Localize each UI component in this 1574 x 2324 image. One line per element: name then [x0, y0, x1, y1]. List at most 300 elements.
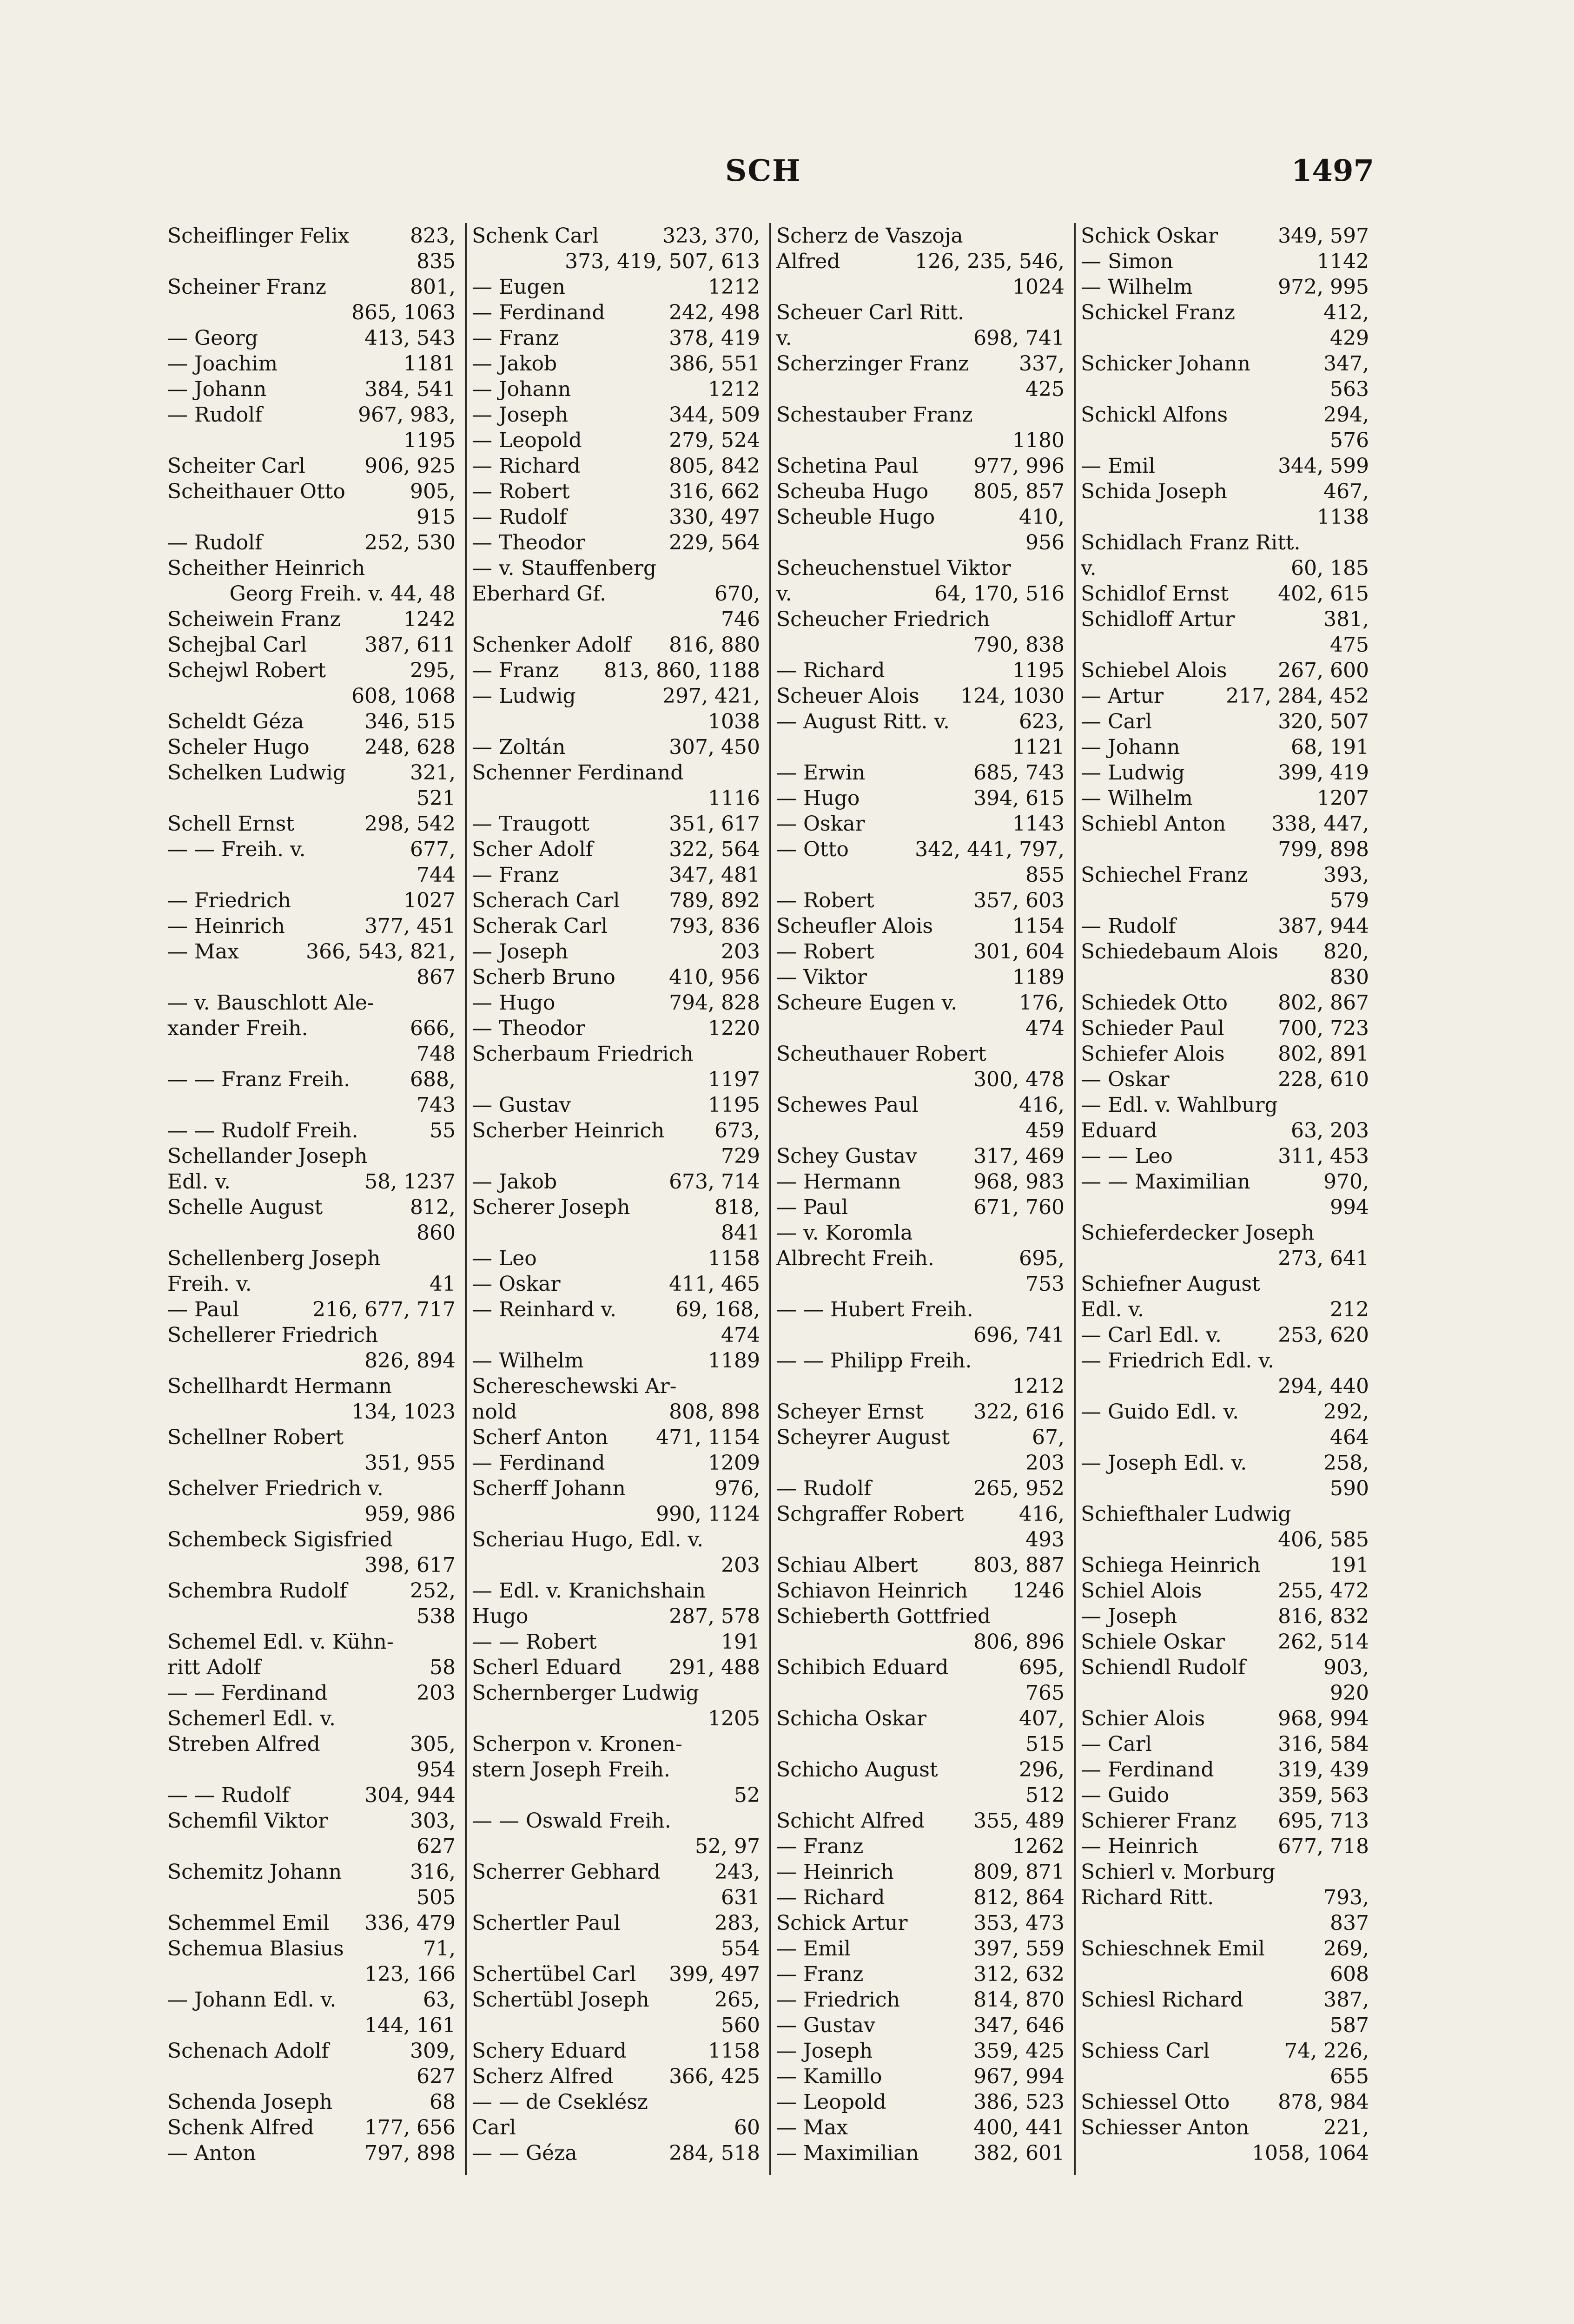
- directory-entry: [776, 555, 1065, 581]
- entry-line: [472, 1859, 760, 1885]
- entry-line: [776, 913, 1065, 939]
- entry-continuation: 134, 1023: [351, 1400, 456, 1424]
- entry-name: — Oskar: [776, 812, 865, 836]
- entry-line: [1081, 811, 1369, 837]
- entry-continuation: 273, 641: [1278, 1247, 1369, 1270]
- entry-continuation: 398, 617: [364, 1553, 456, 1577]
- entry-pages: 126, 235, 546,: [915, 250, 1065, 273]
- entry-continuation: 203: [721, 1553, 760, 1577]
- entry-line: [472, 1910, 760, 1936]
- entry-pages: 64, 170, 516: [934, 582, 1065, 606]
- entry-line: [776, 249, 1065, 274]
- directory-entry: [167, 555, 456, 607]
- directory-entry: [776, 1195, 1065, 1220]
- entry-pages: 387, 611: [364, 633, 456, 657]
- entry-pages: 1220: [708, 1017, 760, 1040]
- entry-name: Scheuer Carl Ritt.: [776, 301, 965, 324]
- entry-line: [167, 2115, 456, 2140]
- entry-name: Scherak Carl: [472, 914, 608, 938]
- entry-continuation: 52, 97: [695, 1835, 760, 1858]
- entry-line: [472, 1578, 760, 1604]
- entry-pages: 203: [721, 940, 760, 964]
- entry-line: [472, 2089, 760, 2115]
- entry-continuation: 521: [417, 786, 456, 810]
- entry-continuation: 1197: [708, 1068, 760, 1091]
- entry-pages: [1364, 1501, 1369, 1527]
- directory-entry: [167, 402, 456, 453]
- entry-continuation: 1138: [1317, 505, 1369, 529]
- directory-entry: [472, 990, 760, 1016]
- entry-name: Schellander Joseph: [167, 1144, 368, 1168]
- entry-line: [472, 530, 760, 555]
- entry-line: [167, 1859, 456, 1885]
- entry-line: [1081, 1450, 1369, 1476]
- entry-pages: 243,: [714, 1860, 760, 1884]
- entry-pages: 677, 718: [1278, 1835, 1369, 1858]
- directory-entry: [167, 223, 456, 274]
- directory-entry: [167, 1322, 456, 1373]
- entry-line: [167, 1706, 456, 1731]
- entry-pages: 1143: [1012, 812, 1065, 836]
- entry-line: [776, 504, 1065, 530]
- entry-line: [472, 1527, 760, 1552]
- entry-pages: 685, 743: [973, 761, 1065, 785]
- directory-entry: [1081, 1348, 1369, 1399]
- entry-line: [1081, 1655, 1369, 1680]
- directory-entry: [472, 1373, 760, 1399]
- directory-entry: [1081, 939, 1369, 990]
- entry-line: [1081, 1322, 1369, 1348]
- directory-entry: [167, 632, 456, 658]
- entry-name: Schembra Rudolf: [167, 1579, 347, 1603]
- entry-pages: 229, 564: [669, 531, 760, 555]
- entry-name: Schestauber Franz: [776, 403, 973, 427]
- entry-name: — Rudolf: [472, 505, 567, 529]
- entry-pages: [755, 1808, 760, 1834]
- entry-line: [472, 1808, 760, 1834]
- entry-name: Albrecht Freih.: [776, 1247, 934, 1270]
- directory-entry: [776, 2140, 1065, 2166]
- entry-pages: [1364, 1859, 1369, 1885]
- entry-name: Schidloff Artur: [1081, 607, 1235, 631]
- entry-continuation: 294, 440: [1278, 1374, 1369, 1398]
- entry-pages: 294,: [1323, 403, 1369, 427]
- directory-entry: [472, 1195, 760, 1246]
- entry-pages: 316,: [410, 1860, 456, 1884]
- directory-entry: [472, 274, 760, 300]
- entry-line: [1081, 1016, 1369, 1041]
- entry-name: Scherf Anton: [472, 1426, 608, 1449]
- entry-line: [167, 1629, 456, 1655]
- entry-line: [776, 1552, 1065, 1578]
- directory-entry: [1081, 607, 1369, 658]
- entry-line: [472, 1246, 760, 1271]
- entry-name: — Paul: [167, 1298, 239, 1321]
- entry-name: — Oskar: [472, 1272, 561, 1296]
- entry-name: Scheuble Hugo: [776, 505, 935, 529]
- directory-entry: [1081, 1169, 1369, 1220]
- entry-pages: [755, 1757, 760, 1783]
- entry-name: Edl. v.: [167, 1170, 231, 1194]
- entry-line: [167, 632, 456, 658]
- directory-entry: [776, 964, 1065, 990]
- entry-pages: [1364, 1348, 1369, 1373]
- entry-line: [472, 1987, 760, 2013]
- entry-name: — Franz: [472, 863, 559, 887]
- entry-line: [1081, 1808, 1369, 1834]
- entry-line: [776, 1501, 1065, 1527]
- directory-entry: [167, 990, 456, 1016]
- entry-line: [776, 1961, 1065, 1987]
- entry-name: Schell Ernst: [167, 812, 295, 836]
- entry-line: [776, 1987, 1065, 2013]
- entry-continuation: 744: [417, 863, 456, 887]
- entry-pages: 905,: [410, 480, 456, 503]
- entry-name: Scherz de Vaszoja: [776, 224, 963, 248]
- directory-entry: [1081, 274, 1369, 300]
- directory-entry: [167, 1169, 456, 1195]
- entry-continuation: 765: [1025, 1681, 1065, 1705]
- entry-name: — Joseph: [472, 940, 569, 964]
- directory-entry: [776, 1092, 1065, 1143]
- directory-entry: [472, 325, 760, 351]
- entry-pages: 813, 860, 1188: [604, 659, 760, 682]
- entry-pages: 366, 425: [669, 2065, 760, 2088]
- entry-continuation: 627: [417, 2065, 456, 2088]
- directory-entry: [776, 1348, 1065, 1399]
- directory-entry: [776, 1604, 1065, 1655]
- entry-pages: [1364, 1092, 1369, 1118]
- entry-name: Scheler Hugo: [167, 735, 310, 759]
- directory-entry: [167, 1808, 456, 1859]
- entry-name: Freih. v.: [167, 1272, 252, 1296]
- directory-entry: [167, 1680, 456, 1706]
- entry-line: [1081, 1731, 1369, 1757]
- entry-name: — Gustav: [776, 2014, 875, 2037]
- entry-line: [1081, 1706, 1369, 1731]
- entry-pages: 416,: [1019, 1093, 1065, 1117]
- directory-entry: [472, 1169, 760, 1195]
- entry-name: Schelle August: [167, 1195, 323, 1219]
- entry-name: — Viktor: [776, 965, 867, 989]
- entry-name: — Hermann: [776, 1170, 901, 1194]
- entry-line: [1081, 1220, 1369, 1246]
- directory-entry: [1081, 1987, 1369, 2038]
- entry-continuation: 806, 896: [973, 1630, 1065, 1654]
- entry-pages: 355, 489: [973, 1809, 1065, 1833]
- directory-entry: [167, 658, 456, 709]
- entry-pages: 673, 714: [669, 1170, 760, 1194]
- directory-entry: [776, 1936, 1065, 1961]
- entry-name: Scherz Alfred: [472, 2065, 614, 2088]
- entry-pages: 878, 984: [1278, 2090, 1369, 2114]
- entry-pages: 349, 597: [1278, 224, 1369, 248]
- entry-pages: 794, 828: [669, 991, 760, 1015]
- entry-name: Hugo: [472, 1604, 529, 1628]
- entry-pages: 1246: [1012, 1579, 1065, 1603]
- directory-entry: [1081, 300, 1369, 351]
- directory-entry: [776, 479, 1065, 504]
- entry-name: Streben Alfred: [167, 1732, 320, 1756]
- directory-entry: [1081, 1041, 1369, 1067]
- entry-name: Schemfil Viktor: [167, 1809, 328, 1833]
- entry-pages: 407,: [1019, 1707, 1065, 1730]
- entry-name: Schiebel Alois: [1081, 659, 1227, 682]
- entry-continuation: 475: [1330, 633, 1369, 657]
- entry-name: — Friedrich: [776, 1988, 900, 2012]
- entry-line: [1081, 786, 1369, 811]
- entry-name: — Franz: [472, 326, 559, 350]
- entry-continuation: 954: [417, 1758, 456, 1782]
- entry-name: — Franz: [776, 1962, 864, 1986]
- directory-entry: [167, 709, 456, 734]
- entry-pages: 1209: [708, 1451, 760, 1475]
- directory-entry: [1081, 1016, 1369, 1041]
- entry-line: [472, 428, 760, 453]
- entry-pages: 212: [1330, 1298, 1369, 1321]
- entry-continuation: 746: [721, 607, 760, 631]
- entry-pages: 802, 867: [1278, 991, 1369, 1015]
- entry-pages: 387, 944: [1278, 914, 1369, 938]
- entry-pages: 342, 441, 797,: [915, 838, 1065, 861]
- entry-continuation: 429: [1330, 326, 1369, 350]
- entry-line: [776, 837, 1065, 862]
- entry-pages: 347, 646: [973, 2014, 1065, 2037]
- directory-entry: [167, 1987, 456, 2038]
- entry-name: Schickl Alfons: [1081, 403, 1228, 427]
- entry-continuation: 590: [1330, 1477, 1369, 1500]
- entry-line: [776, 1604, 1065, 1629]
- entry-line: [167, 223, 456, 249]
- entry-line: [776, 811, 1065, 837]
- entry-line: [776, 760, 1065, 786]
- directory-entry: [776, 402, 1065, 453]
- entry-name: — Robert: [776, 940, 874, 964]
- entry-line: [776, 581, 1065, 607]
- entry-continuation: 743: [417, 1093, 456, 1117]
- directory-entry: [776, 811, 1065, 837]
- entry-line: [167, 1808, 456, 1834]
- entry-pages: 1142: [1317, 250, 1369, 273]
- name-column-1: [167, 223, 456, 2222]
- entry-name: Schidlof Ernst: [1081, 582, 1229, 606]
- entry-line: [1081, 1629, 1369, 1655]
- directory-entry: [472, 555, 760, 581]
- entry-line: [1081, 402, 1369, 428]
- entry-line: [1081, 2115, 1369, 2140]
- page-number: 1497: [1291, 153, 1374, 188]
- directory-entry: [472, 1604, 760, 1629]
- entry-continuation: 860: [417, 1221, 456, 1245]
- directory-entry: [1081, 1936, 1369, 1987]
- directory-entry: [472, 811, 760, 837]
- entry-line: [167, 1731, 456, 1757]
- entry-line: [472, 504, 760, 530]
- entry-line: [167, 1297, 456, 1322]
- directory-entry: [167, 913, 456, 939]
- directory-entry: [167, 811, 456, 837]
- directory-entry: [776, 709, 1065, 760]
- entry-line: [776, 1578, 1065, 1604]
- directory-entry: [472, 1271, 760, 1297]
- entry-line: [776, 402, 1065, 428]
- entry-pages: 317, 469: [973, 1144, 1065, 1168]
- entry-line: [1081, 1552, 1369, 1578]
- entry-name: — — Maximilian: [1081, 1170, 1250, 1194]
- entry-name: — Leo: [472, 1247, 537, 1270]
- entry-line: [167, 990, 456, 1016]
- directory-entry: [776, 786, 1065, 811]
- entry-line: [1081, 1169, 1369, 1195]
- column-divider: [465, 223, 467, 2175]
- directory-entry: [1081, 1783, 1369, 1808]
- entry-line: [472, 1629, 760, 1655]
- directory-entry: [472, 1425, 760, 1450]
- directory-entry: [776, 990, 1065, 1041]
- entry-pages: 359, 563: [1278, 1783, 1369, 1807]
- entry-pages: 366, 543, 821,: [306, 940, 456, 964]
- entry-line: [1081, 1859, 1369, 1885]
- entry-pages: 298, 542: [364, 812, 456, 836]
- entry-line: [776, 1885, 1065, 1910]
- entry-line: [472, 1348, 760, 1373]
- entry-line: [167, 1910, 456, 1936]
- directory-entry: [1081, 249, 1369, 274]
- directory-entry: [167, 1297, 456, 1322]
- entry-pages: 337,: [1019, 352, 1065, 376]
- directory-entry: [472, 1757, 760, 1808]
- entry-pages: 808, 898: [669, 1400, 760, 1424]
- entry-pages: 279, 524: [669, 429, 760, 452]
- entry-pages: [1060, 223, 1065, 249]
- entry-pages: 698, 741: [973, 326, 1065, 350]
- entry-pages: 805, 857: [973, 480, 1065, 503]
- directory-entry: [776, 1834, 1065, 1859]
- entry-continuation: 474: [1025, 1017, 1065, 1040]
- directory-entry: [167, 1731, 456, 1783]
- entry-pages: 252, 530: [364, 531, 456, 555]
- entry-continuation: 1180: [1012, 429, 1065, 452]
- entry-line: [1081, 1936, 1369, 1961]
- entry-line: [776, 2013, 1065, 2038]
- entry-continuation: 474: [721, 1323, 760, 1347]
- entry-name: — — Hubert Freih.: [776, 1298, 973, 1321]
- directory-entry: [776, 1246, 1065, 1297]
- entry-name: Schewes Paul: [776, 1093, 919, 1117]
- entry-continuation: 920: [1330, 1681, 1369, 1705]
- entry-line: [167, 1169, 456, 1195]
- entry-name: Schier Alois: [1081, 1707, 1205, 1730]
- entry-name: Schenk Alfred: [167, 2116, 314, 2139]
- directory-entry: [167, 1118, 456, 1143]
- directory-entry: [167, 376, 456, 402]
- entry-pages: [451, 990, 456, 1016]
- entry-pages: 67,: [1032, 1426, 1065, 1449]
- entry-pages: 217, 284, 452: [1226, 684, 1369, 708]
- entry-pages: 1181: [403, 352, 456, 376]
- entry-line: [167, 1987, 456, 2013]
- entry-name: Schertler Paul: [472, 1911, 621, 1935]
- entry-name: — Max: [776, 2116, 848, 2139]
- directory-entry: [167, 1936, 456, 1987]
- entry-line: [472, 1425, 760, 1450]
- directory-entry: [167, 2115, 456, 2140]
- entry-line: [167, 2089, 456, 2115]
- directory-entry: [776, 658, 1065, 683]
- entry-name: — Richard: [472, 454, 581, 478]
- entry-name: Schertübl Joseph: [472, 1988, 649, 2012]
- entry-name: Edl. v.: [1081, 1298, 1144, 1321]
- entry-pages: 351, 617: [669, 812, 760, 836]
- entry-continuation: 52: [734, 1783, 760, 1807]
- directory-entry: [1081, 1757, 1369, 1783]
- entry-name: — Rudolf: [776, 1477, 872, 1500]
- entry-pages: [1060, 402, 1065, 428]
- entry-line: [776, 1399, 1065, 1425]
- entry-name: — Robert: [472, 480, 570, 503]
- entry-name: — Franz: [776, 1835, 864, 1858]
- entry-pages: 666,: [410, 1017, 456, 1040]
- directory-entry: [776, 760, 1065, 786]
- entry-name: Scheriau Hugo, Edl. v.: [472, 1528, 704, 1552]
- entry-line: [472, 1041, 760, 1067]
- directory-entry: [472, 1655, 760, 1680]
- entry-continuation: 1116: [708, 786, 760, 810]
- entry-pages: [755, 1373, 760, 1399]
- directory-entry: [776, 837, 1065, 888]
- directory-entry: [776, 1885, 1065, 1910]
- directory-entry: [1081, 1450, 1369, 1501]
- directory-entry: [1081, 709, 1369, 734]
- entry-name: Schertübel Carl: [472, 1962, 636, 1986]
- directory-entry: [472, 2115, 760, 2140]
- entry-pages: 304, 944: [364, 1783, 456, 1807]
- entry-pages: 338, 447,: [1271, 812, 1369, 836]
- entry-line: [472, 2038, 760, 2064]
- entry-line: [472, 1604, 760, 1629]
- entry-pages: [1060, 1220, 1065, 1246]
- entry-line: [167, 1936, 456, 1961]
- entry-pages: 967, 994: [973, 2065, 1065, 2088]
- entry-line: [776, 2038, 1065, 2064]
- entry-line: [1081, 1399, 1369, 1425]
- directory-entry: [167, 1629, 456, 1655]
- entry-line: [167, 1118, 456, 1143]
- entry-line: [472, 939, 760, 964]
- entry-line: [167, 1476, 456, 1501]
- entry-name: Schieschnek Emil: [1081, 1937, 1265, 1961]
- entry-name: Schenker Adolf: [472, 633, 631, 657]
- name-column-4: [1081, 223, 1369, 2222]
- entry-pages: [451, 1527, 456, 1552]
- entry-line: [1081, 1271, 1369, 1297]
- entry-continuation: 300, 478: [973, 1068, 1065, 1091]
- entry-pages: 809, 871: [973, 1860, 1065, 1884]
- entry-pages: [755, 1527, 760, 1552]
- entry-line: [776, 2140, 1065, 2166]
- entry-line: [472, 1757, 760, 1783]
- entry-line: [167, 1322, 456, 1348]
- entry-name: — Johann Edl. v.: [167, 1988, 337, 2012]
- entry-line: [472, 351, 760, 376]
- entry-line: [167, 1680, 456, 1706]
- directory-entry: [776, 939, 1065, 964]
- entry-continuation: 515: [1025, 1732, 1065, 1756]
- entry-line: [472, 1731, 760, 1757]
- entry-pages: [451, 555, 456, 581]
- entry-pages: 63, 203: [1291, 1119, 1369, 1142]
- entry-line: [167, 913, 456, 939]
